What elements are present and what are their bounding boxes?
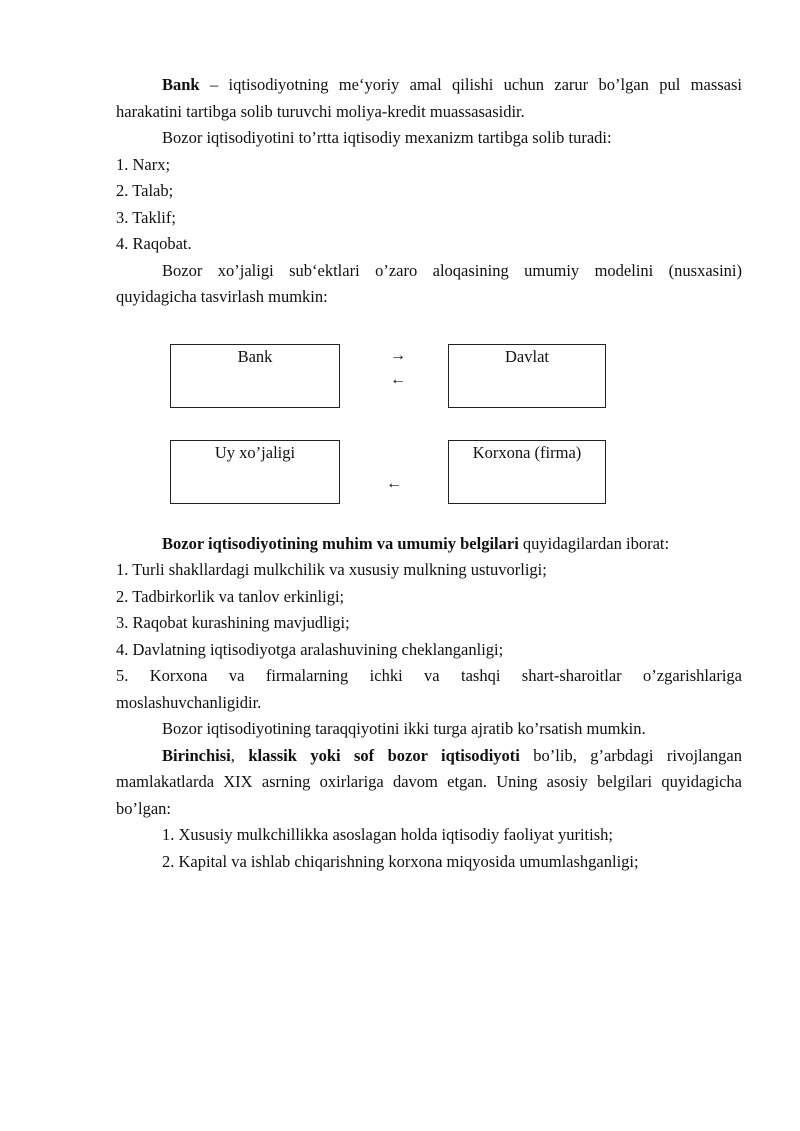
paragraph-two-types: Bozor iqtisodiyotining taraqqiyotini ikki turga ajratib ko’rsatish mumkin. bbox=[162, 719, 646, 738]
feature-item-5: 5. Korxona va firmalarning ichki va tashqi shart-sharoitlar o’zgarishlariga moslashuvchanligidir. bbox=[116, 666, 742, 712]
box-uy-xojaligi-label: Uy xo’jaligi bbox=[214, 442, 296, 462]
paragraph-features-intro bbox=[116, 531, 742, 558]
comma: , bbox=[230, 745, 249, 765]
arrow-left-top: ← bbox=[390, 370, 406, 388]
feature-item-1: 1. Turli shakllardagi mulkchilik va xususiy mulkning ustuvorligi; bbox=[116, 560, 547, 579]
paragraph-classic-market bbox=[116, 743, 742, 823]
arrow-right-top: → bbox=[390, 346, 406, 364]
arrow-left-bottom: ← bbox=[386, 474, 402, 492]
box-korxona bbox=[448, 440, 606, 504]
features-heading-tail: quyidagilardan iborat: bbox=[518, 533, 670, 553]
term-bank: Bank bbox=[162, 75, 200, 94]
box-davlat bbox=[448, 344, 606, 408]
paragraph-bank-definition bbox=[116, 72, 742, 125]
box-korxona-label: Korxona (firma) bbox=[472, 442, 582, 462]
features-heading: Bozor iqtisodiyotining muhim va umumiy belgilari bbox=[162, 533, 519, 553]
classic-feature-2: 2. Kapital va ishlab chiqarishning korxona miqyosida umumlashganligi; bbox=[162, 851, 639, 871]
box-davlat-label: Davlat bbox=[505, 346, 549, 366]
classic-feature-1: 1. Xususiy mulkchillikka asoslagan holda iqtisodiy faoliyat yuritish; bbox=[162, 825, 613, 844]
list-item-taklif: 3. Taklif; bbox=[116, 207, 176, 227]
feature-item-2: 2. Tadbirkorlik va tanlov erkinligi; bbox=[116, 586, 345, 606]
box-uy-xojaligi bbox=[170, 440, 340, 504]
box-bank-label: Bank bbox=[237, 346, 273, 366]
box-bank bbox=[170, 344, 340, 408]
paragraph-model-intro: Bozor xo’jaligi subʻektlari o’zaro aloqasining umumiy modelini (nusxasini) quyidagicha tasvirlash mumkin: bbox=[116, 260, 742, 306]
bank-definition-text: – iqtisodiyotning meʻyoriy amal qilishi uchun zarur bo’lgan pul massasi harakatini tartibga solib turuvchi moliya-kredit muassasasidir. bbox=[116, 75, 742, 121]
paragraph-mechanisms: Bozor iqtisodiyotini to’rtta iqtisodiy mexanizm tartibga solib turadi: bbox=[162, 128, 612, 147]
term-birinchisi: Birinchisi bbox=[162, 745, 231, 765]
term-classic-market: klassik yoki sof bozor iqtisodiyoti bbox=[248, 745, 520, 765]
classic-market-text: bo’lib, g’arbdagi rivojlangan mamlakatlarda XIX asrning oxirlariga davom etgan. Uning asosiy belgilari quyidagicha bo’lgan: bbox=[116, 745, 743, 818]
feature-item-3: 3. Raqobat kurashining mavjudligi; bbox=[116, 613, 350, 632]
list-item-raqobat: 4. Raqobat. bbox=[116, 234, 192, 253]
list-item-narx: 1. Narx; bbox=[116, 154, 171, 174]
document-page bbox=[116, 72, 742, 875]
market-model-diagram bbox=[116, 331, 742, 531]
list-item-talab: 2. Talab; bbox=[116, 181, 174, 200]
feature-item-4: 4. Davlatning iqtisodiyotga aralashuvining cheklanganligi; bbox=[116, 639, 504, 659]
